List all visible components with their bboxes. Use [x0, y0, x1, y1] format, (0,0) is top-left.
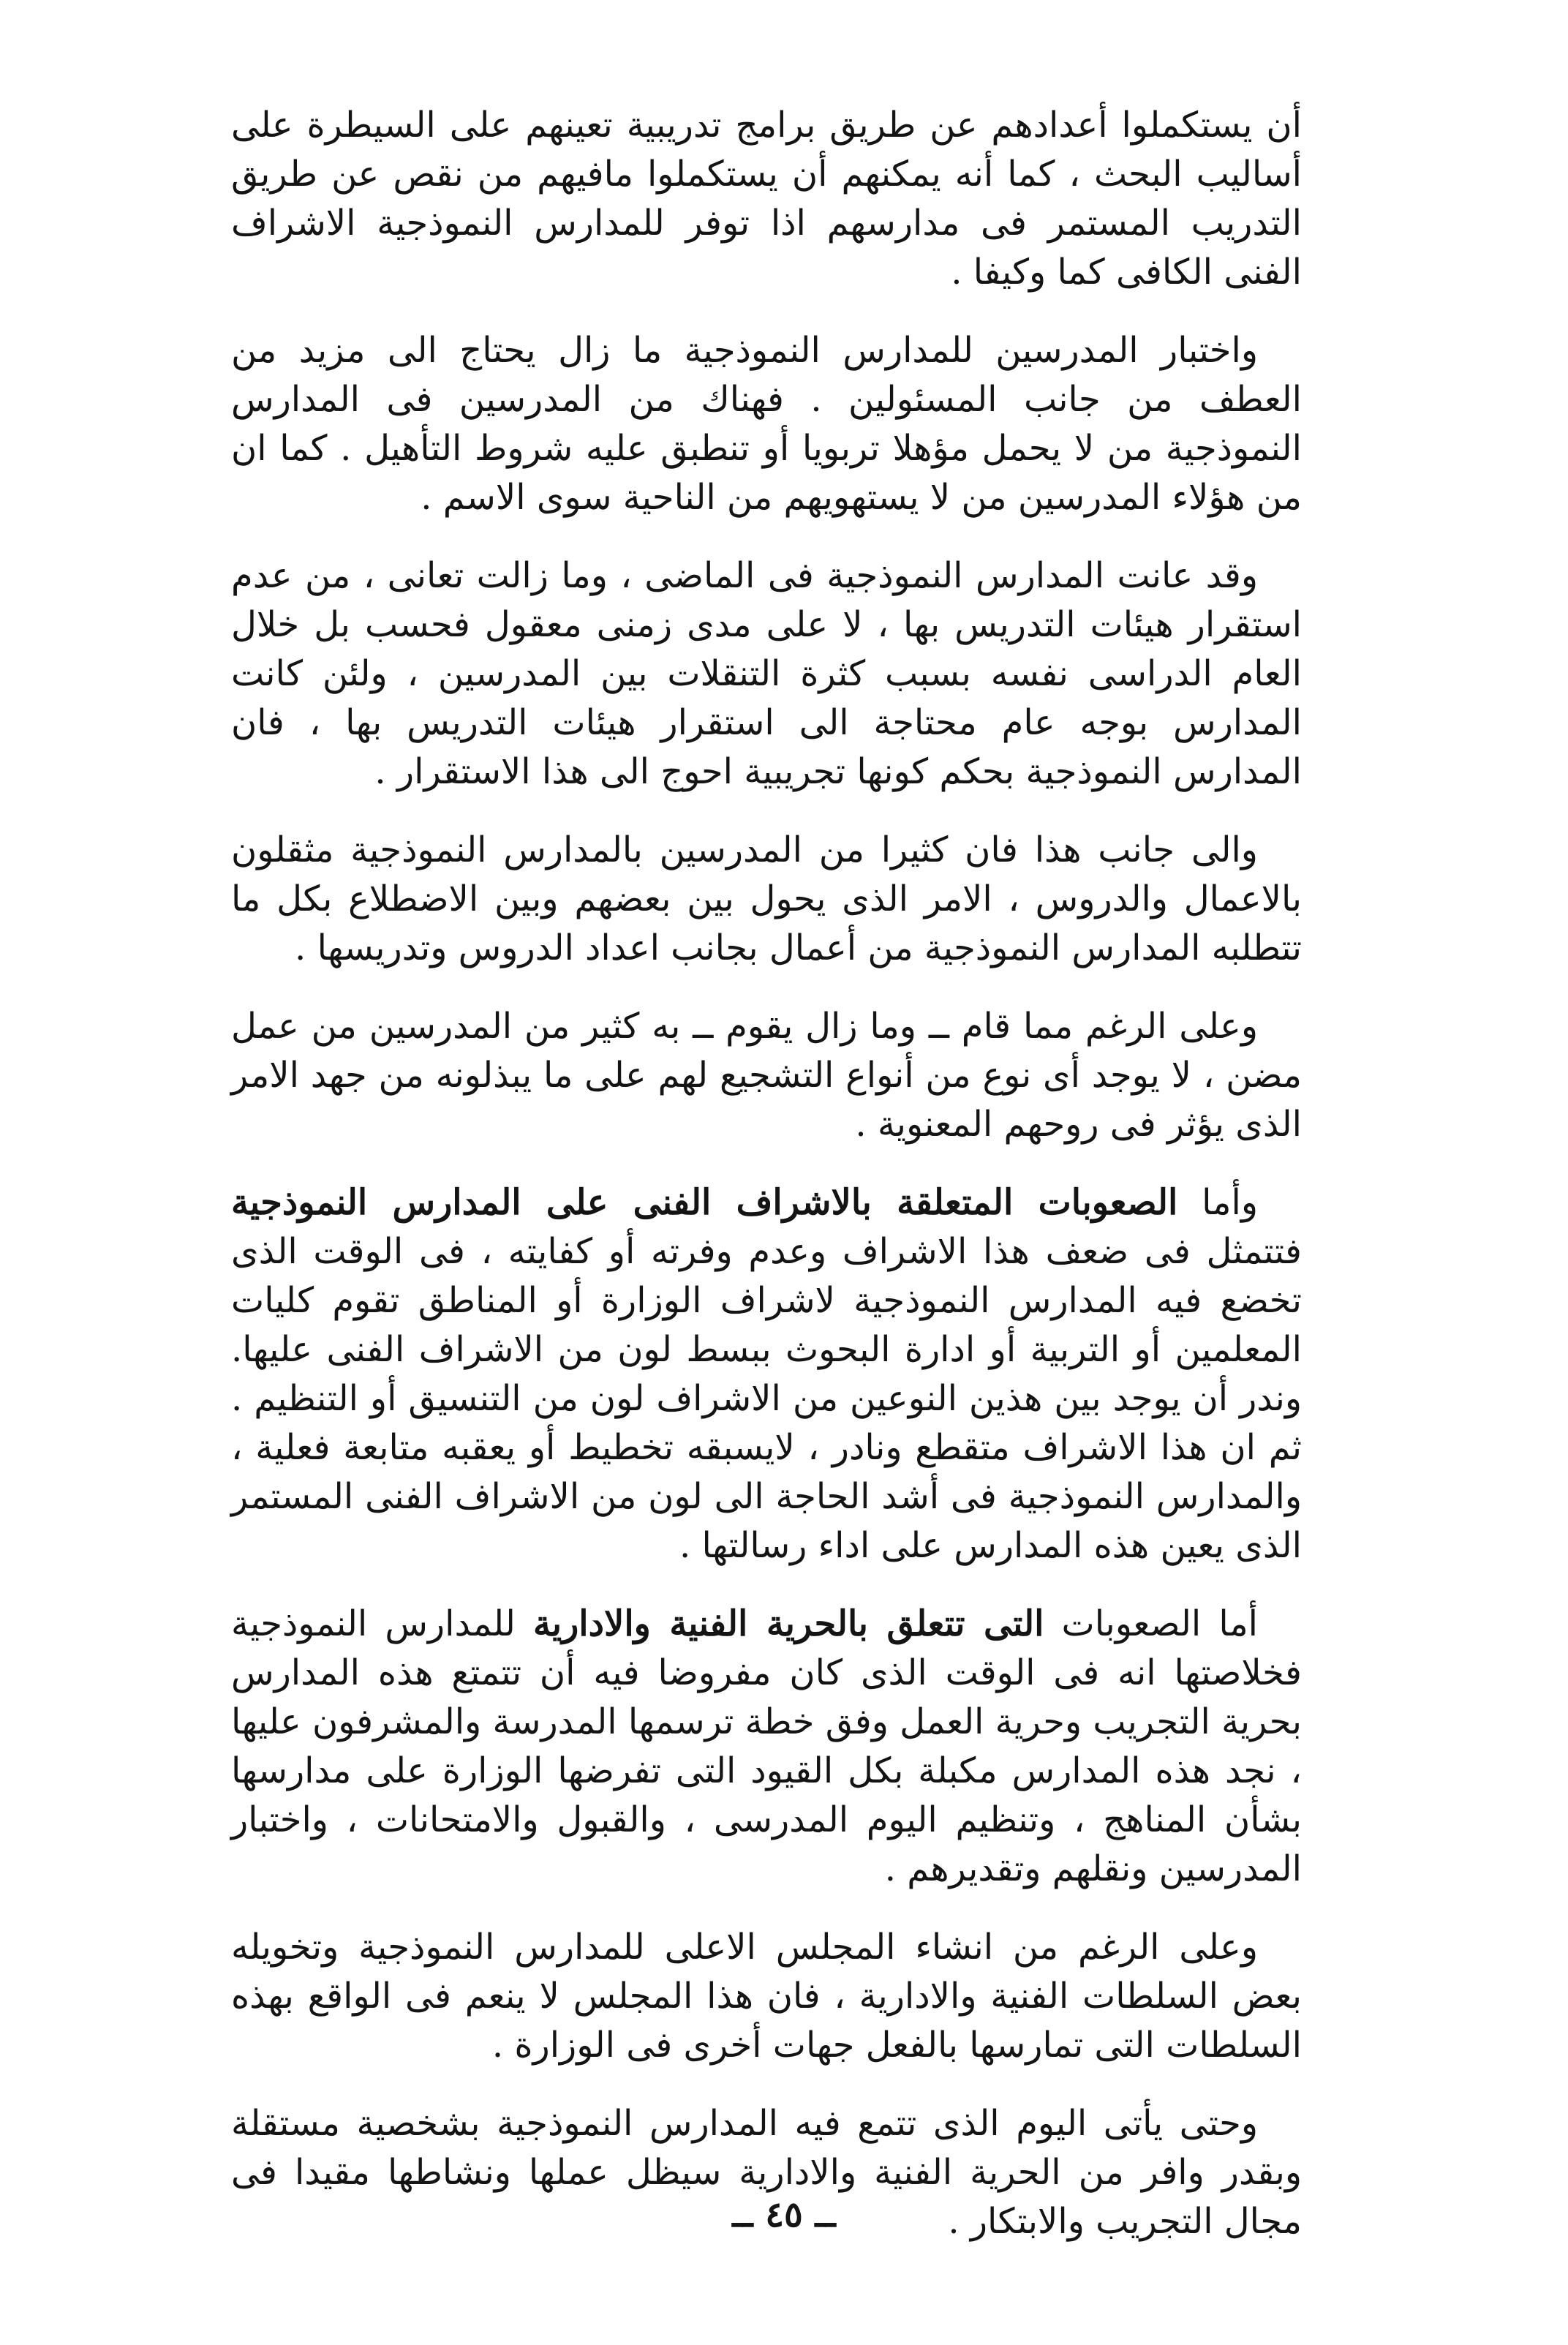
paragraph-7-heading: التى تتعلق بالحرية الفنية والادارية — [532, 1603, 1044, 1644]
paragraph-6-lead: وأما — [1177, 1182, 1259, 1223]
paragraph-6-text: فتتمثل فى ضعف هذا الاشراف وعدم وفرته أو كفايته ، فى الوقت الذى تخضع فيه المدارس النموذجية لاشراف الوزارة أو المناطق تقوم كليات المعلمين أو التربية أو ادارة البحوث ببسط لون من الاشراف الفنى عليها. وندر أن يوجد بين هذين النوعين من الاشراف لون من التنسيق أو التنظيم . ثم ان هذا الاشراف متقطع ونادر ، لايسبقه تخطيط أو يعقبه متابعة فعلية ، والمدارس النموذجية فى أشد الحاجة الى لون من الاشراف الفنى المستمر الذى يعين هذه المدارس على اداء رسالتها . — [231, 1231, 1303, 1566]
page-number: ــ ٤٥ ــ — [732, 2194, 836, 2235]
paragraph-8-text: وعلى الرغم من انشاء المجلس الاعلى للمدارس النموذجية وتخويله بعض السلطات الفنية والادارية ، فان هذا المجلس لا ينعم فى الواقع بهذه السلطات التى تمارسها بالفعل جهات أخرى فى الوزارة . — [231, 1927, 1302, 2066]
paragraph-6 — [231, 1178, 1302, 1570]
paragraph-7-lead: أما الصعوبات — [1044, 1603, 1258, 1644]
paragraph-7-text: للمدارس النموذجية فخلاصتها انه فى الوقت الذى كان مفروضا فيه أن تتمتع هذه المدارس بحرية التجريب وحرية العمل وفق خطة ترسمها المدرسة والمشرفون عليها ، نجد هذه المدارس مكبلة بكل القيود التى تفرضها الوزارة على مدارسها بشأن المناهج ، وتنظيم اليوم المدرسى ، والقبول والامتحانات ، واختبار المدرسين ونقلهم وتقديرهم . — [231, 1603, 1302, 1889]
paragraph-3 — [231, 552, 1302, 797]
paragraph-9-text: وحتى يأتى اليوم الذى تتمع فيه المدارس النموذجية بشخصية مستقلة وبقدر وافر من الحرية الفنية والادارية سيظل عملها ونشاطها مقيدا فى مجال التجريب والابتكار . — [231, 2103, 1302, 2242]
paragraph-7 — [231, 1600, 1302, 1894]
paragraph-3-text: وقد عانت المدارس النموذجية فى الماضى ، وما زالت تعانى ، من عدم استقرار هيئات التدريس بها ، لا على مدى زمنى معقول فحسب بل خلال العام الدراسى نفسه بسبب كثرة التنقلات بين المدرسين ، ولئن كانت المدارس بوجه عام محتاجة الى استقرار هيئات التدريس بها ، فان المدارس النموذجية بحكم كونها تجريبية احوج الى هذا الاستقرار . — [231, 555, 1302, 792]
paragraph-5 — [231, 1002, 1302, 1149]
paragraph-1 — [231, 101, 1302, 297]
paragraph-5-text: وعلى الرغم مما قام ــ وما زال يقوم ــ به كثير من المدرسين من عمل مضن ، لا يوجد أى نوع من أنواع التشجيع لهم على ما يبذلونه من جهد الامر الذى يؤثر فى روحهم المعنوية . — [231, 1006, 1302, 1145]
paragraph-4 — [231, 826, 1302, 973]
paragraph-8 — [231, 1923, 1302, 2070]
paragraph-1-text: أن يستكملوا أعدادهم عن طريق برامج تدريبية تعينهم على السيطرة على أساليب البحث ، كما أنه يمكنهم أن يستكملوا مافيهم من نقص عن طريق التدريب المستمر فى مدارسهم اذا توفر للمدارس النموذجية الاشراف الفنى الكافى كما وكيفا . — [231, 105, 1302, 293]
paragraph-2-text: واختبار المدرسين للمدارس النموذجية ما زال يحتاج الى مزيد من العطف من جانب المسئولين . فهناك من المدرسين فى المدارس النموذجية من لا يحمل مؤهلا تربويا أو تنطبق عليه شروط التأهيل . كما ان من هؤلاء المدرسين من لا يستهويهم من الناحية سوى الاسم . — [231, 330, 1302, 518]
paragraph-4-text: والى جانب هذا فان كثيرا من المدرسين بالمدارس النموذجية مثقلون بالاعمال والدروس ، الامر الذى يحول بين بعضهم وبين الاضطلاع بكل ما تتطلبه المدارس النموذجية من أعمال بجانب اعداد الدروس وتدريسها . — [231, 829, 1302, 968]
document-page — [231, 101, 1302, 2244]
paragraph-2 — [231, 326, 1302, 522]
paragraph-6-heading: الصعوبات المتعلقة بالاشراف الفنى على المدارس النموذجية — [231, 1182, 1178, 1223]
